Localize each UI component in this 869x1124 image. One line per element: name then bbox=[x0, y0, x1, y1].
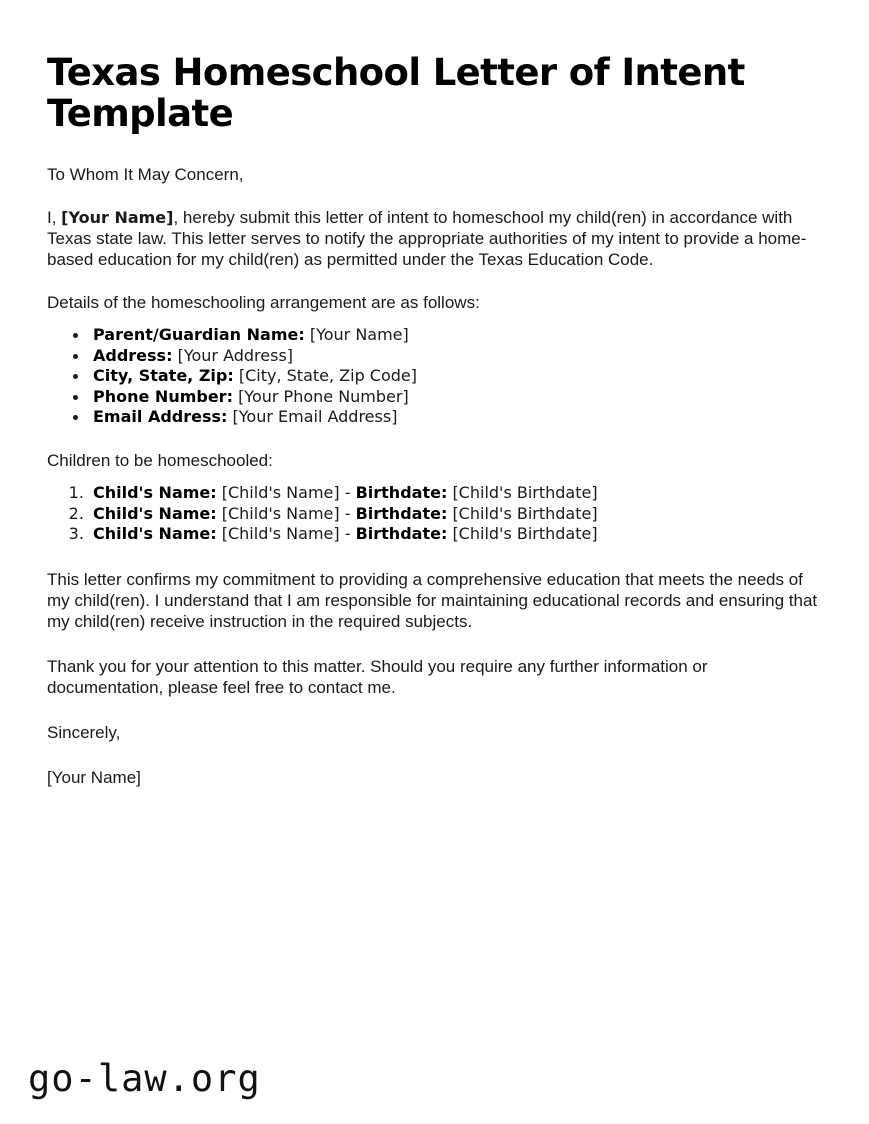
intro-paragraph bbox=[47, 207, 822, 270]
detail-value: [Your Address] bbox=[177, 345, 294, 365]
signature-line: [Your Name] bbox=[47, 767, 141, 787]
child-name-label: Child's Name: bbox=[93, 503, 217, 523]
salutation: To Whom It May Concern, bbox=[47, 165, 244, 184]
list-item bbox=[89, 524, 822, 545]
detail-value: [Your Name] bbox=[309, 325, 409, 344]
list-item bbox=[89, 346, 822, 367]
child-name-label: Child's Name: bbox=[93, 524, 217, 544]
intro-name-placeholder: [Your Name] bbox=[61, 208, 174, 227]
list-item bbox=[89, 407, 822, 428]
detail-value: [Your Phone Number] bbox=[238, 386, 409, 406]
intro-rest: , hereby submit this letter of intent to homeschool my child(ren) in accordance with Texas state law. This letter serves to notify the appropriate authorities of my intent to provide a home-based education for my child(ren) as permitted under the Texas Education Code. bbox=[47, 208, 807, 269]
list-item bbox=[89, 366, 822, 387]
intro-prefix: I, bbox=[47, 208, 62, 227]
child-name-value: [Child's Name] bbox=[221, 503, 340, 523]
child-name-value: [Child's Name] bbox=[221, 524, 340, 544]
child-birthdate-value: [Child's Birthdate] bbox=[452, 524, 598, 544]
detail-label: Phone Number: bbox=[93, 386, 233, 406]
document-content bbox=[47, 52, 822, 788]
thanks-paragraph: Thank you for your attention to this matter. Should you require any further information or documentation, please feel free to contact me. bbox=[47, 656, 708, 697]
list-item bbox=[89, 504, 822, 525]
page-title: Texas Homeschool Letter of Intent Template bbox=[47, 51, 745, 135]
child-separator: - bbox=[339, 482, 356, 502]
confirmation-paragraph: This letter confirms my commitment to providing a comprehensive education that meets the needs of my child(ren). I understand that I am responsible for maintaining educational records and ensuring that my child(ren) receive instruction in the required subjects. bbox=[47, 569, 818, 631]
detail-label: Address: bbox=[93, 345, 173, 365]
closing-line: Sincerely, bbox=[47, 722, 121, 742]
detail-label: Parent/Guardian Name: bbox=[93, 325, 305, 344]
details-heading: Details of the homeschooling arrangement are as follows: bbox=[47, 293, 480, 312]
child-name-value: [Child's Name] bbox=[221, 482, 340, 502]
child-birthdate-label: Birthdate: bbox=[355, 524, 448, 544]
child-name-label: Child's Name: bbox=[93, 482, 217, 502]
detail-value: [Your Email Address] bbox=[232, 407, 398, 427]
children-list bbox=[47, 483, 822, 545]
detail-label: City, State, Zip: bbox=[93, 366, 234, 386]
child-separator: - bbox=[339, 503, 356, 523]
child-birthdate-label: Birthdate: bbox=[355, 482, 448, 502]
children-heading: Children to be homeschooled: bbox=[47, 450, 273, 470]
site-watermark: go-law.org bbox=[28, 1057, 261, 1100]
details-list bbox=[47, 325, 822, 428]
detail-value: [City, State, Zip Code] bbox=[238, 366, 418, 386]
list-item bbox=[89, 387, 822, 408]
child-birthdate-value: [Child's Birthdate] bbox=[452, 482, 598, 502]
child-separator: - bbox=[339, 524, 356, 544]
child-birthdate-value: [Child's Birthdate] bbox=[452, 503, 598, 523]
child-birthdate-label: Birthdate: bbox=[355, 503, 448, 523]
list-item bbox=[89, 483, 822, 504]
detail-label: Email Address: bbox=[93, 407, 228, 427]
list-item bbox=[89, 325, 822, 346]
